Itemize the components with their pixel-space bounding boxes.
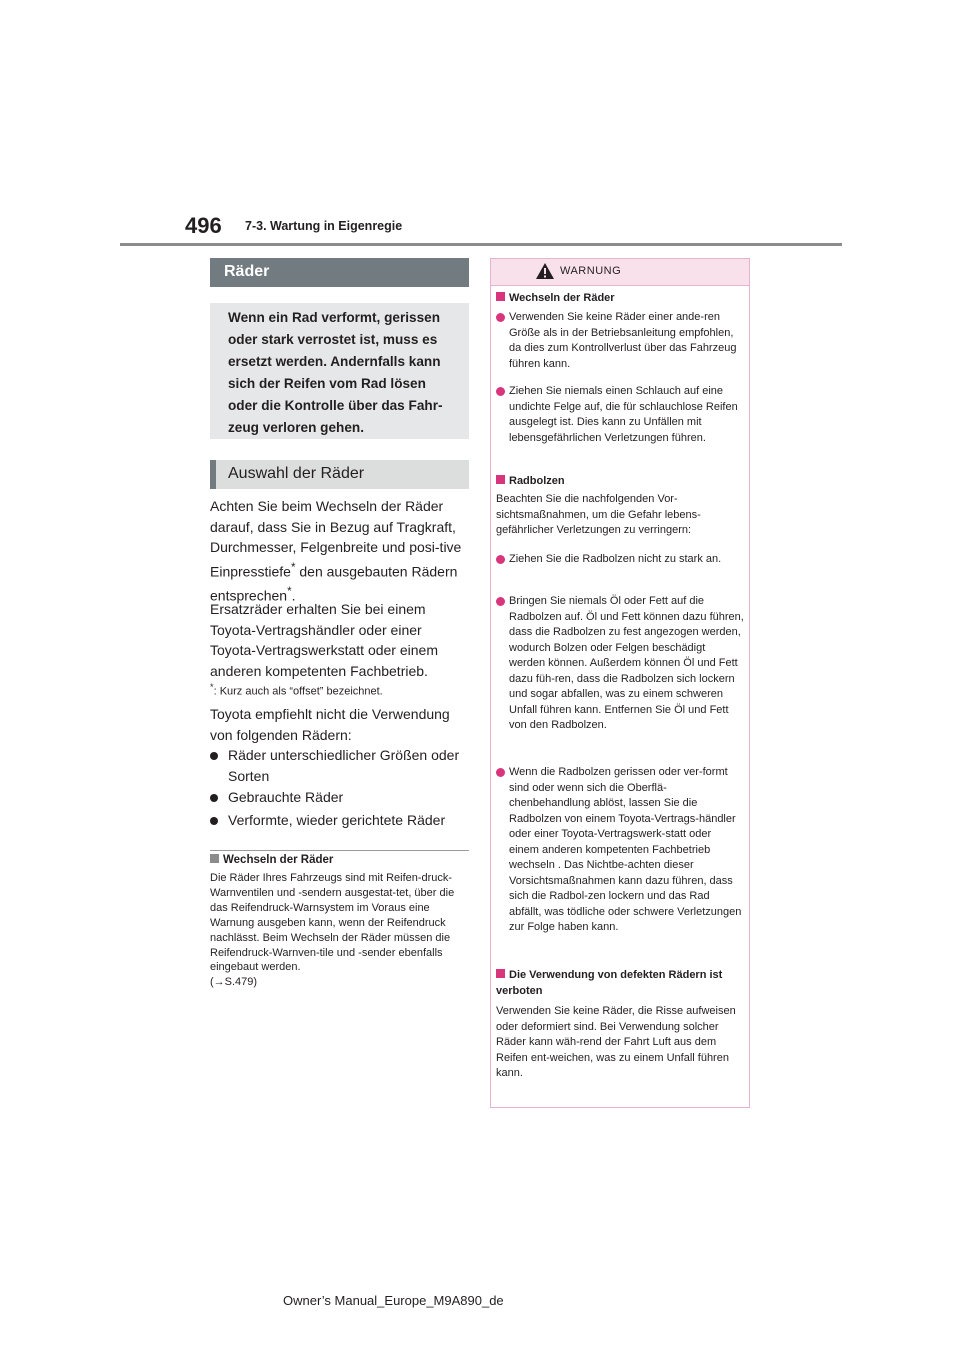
footnote-marker: *: [287, 584, 292, 598]
square-bullet-icon: [210, 854, 219, 863]
para1-part-a: Achten Sie beim Wechseln der Räder darauf, dass Sie in Bezug auf Tragkraft, Durchmesser, Felgenbreite und posi-tive Einpresstiefe: [210, 498, 462, 580]
bullet-icon: [210, 752, 218, 760]
footnote: [210, 682, 470, 698]
main-heading: Räder: [210, 258, 469, 287]
square-bullet-icon: [496, 969, 505, 978]
intro-box: [210, 303, 469, 439]
intro-text: Wenn ein Rad verformt, gerissen oder stark verrostet ist, muss es ersetzt werden. Andernfalls kann sich der Reifen vom Rad lösen oder die Kontrolle über das Fahr-zeug verloren gehen.: [228, 310, 443, 435]
side-heading: Wechseln der Räder: [210, 854, 333, 866]
warning-paragraph: Verwenden Sie keine Räder, die Risse aufweisen oder deformiert sind. Bei Verwendung solcher Räder kann wäh-rend der Fahrt Luft aus dem Reifen ent-weichen, was zu einem Unfall führen kann.: [496, 1005, 736, 1079]
side-divider: [210, 850, 469, 851]
section-title: 7-3. Wartung in Eigenregie: [245, 219, 403, 233]
bullet-icon: [210, 794, 218, 802]
footnote-text: : Kurz auch als “offset” bezeichnet.: [213, 685, 383, 698]
para1-part-b: den ausgebauten Rädern entsprechen: [210, 563, 458, 604]
paragraph-selection: [210, 496, 470, 606]
header-divider: [120, 243, 842, 246]
warning-triangle-icon: [535, 262, 555, 280]
footer: Owner’s Manual_Europe_M9A890_de: [283, 1293, 504, 1308]
page-number: 496: [185, 213, 222, 238]
warning-paragraph: Beachten Sie die nachfolgenden Vor-sichtsmaßnahmen, um die Gefahr lebens-gefährlicher Verletzungen zu verringern:: [496, 493, 701, 536]
page-reference: (→S.479): [210, 976, 258, 989]
bullet-icon: [496, 387, 505, 396]
warning-heading: Die Verwendung von defekten Rädern ist verboten: [496, 969, 723, 997]
warning-heading: Wechseln der Räder: [496, 291, 744, 307]
para1-part-c: .: [291, 587, 296, 604]
bullet-icon: [496, 597, 505, 606]
paragraph-recommendation: Toyota empfiehlt nicht die Verwendung von folgenden Rädern:: [210, 706, 450, 743]
footnote-marker: *: [290, 560, 296, 574]
paragraph-spare-wheels: Ersatzräder erhalten Sie bei einem Toyota-Vertragshändler oder einer Toyota-Vertragswerkstatt oder einem anderen kompetenten Fachbetrieb.: [210, 601, 438, 679]
bullet-icon: [496, 768, 505, 777]
side-text: Die Räder Ihres Fahrzeugs sind mit Reifen-druck-Warnventilen und -sendern ausgestat-tet, über die das Reifendruck-Warnsystem im Voraus eine Warnung ausgeben kann, wenn der Reifendruck nachlässt. Beim Wechseln der Räder müssen die Reifendruck-Warnven-tile und -sender ebenfalls eingebaut werden. (→S.479): [210, 872, 455, 989]
square-bullet-icon: [496, 475, 505, 484]
footnote-marker: *: [210, 682, 214, 692]
square-bullet-icon: [496, 292, 505, 301]
bullet-icon: [210, 817, 218, 825]
sub-heading: Auswahl der Räder: [210, 460, 469, 489]
bullet-icon: [496, 313, 505, 322]
warning-heading: Radbolzen: [496, 474, 744, 490]
bullet-icon: [496, 555, 505, 564]
warning-label: WARNUNG: [560, 265, 622, 277]
